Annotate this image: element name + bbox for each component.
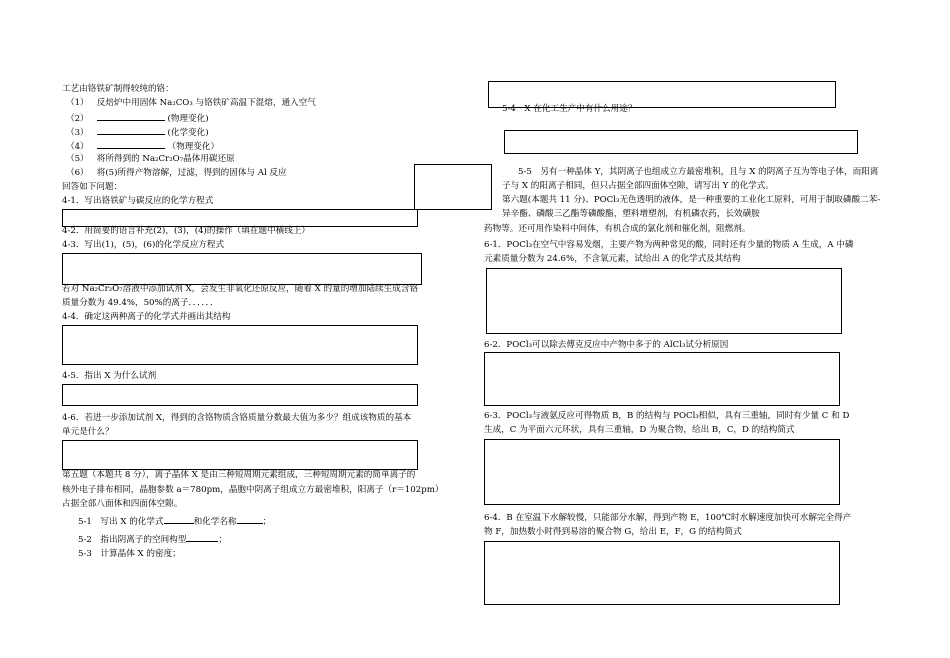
step-2: [66, 112, 209, 125]
q5-5-line-2: 子与 X 的阳离子相同，但只占据全部四面体空隙，请写出 Y 的化学式。: [502, 181, 774, 191]
answer-box-side[interactable]: [414, 164, 492, 210]
step-number: （4）: [66, 142, 89, 152]
q5-1-text: 5-1 写出 X 的化学式: [78, 517, 164, 527]
step-2-blank[interactable]: [97, 112, 165, 121]
step-number: （5）: [66, 154, 89, 164]
step-3-blank[interactable]: [97, 126, 165, 135]
question-6-3-line-2: 生成，C 为平面六元环状，具有三重轴，D 为聚合物，给出 B，C，D 的结构简式: [484, 425, 795, 435]
question-4-2: 4-2．用简要的语言补充(2)，(3)，(4)的操作（填在题中横线上）: [62, 226, 311, 236]
step-number: （3）: [66, 128, 89, 138]
answer-box-6-2[interactable]: [484, 352, 840, 406]
question-4-4: 4-4．确定这两种离子的化学式并画出其结构: [62, 312, 231, 322]
q5-1-text-2: 和化学名称: [193, 517, 237, 527]
question-4-6-line-2: 单元是什么？: [62, 427, 114, 437]
step-4-blank[interactable]: [97, 140, 165, 149]
step-text: 将所得到的 Na₂Cr₂O₇晶体用碳还原: [96, 154, 235, 164]
answer-prompt: 回答如下问题：: [62, 182, 123, 192]
question-4-6-line-1: 4-6．若进一步添加试剂 X，得到的含铬物质含铬质量分数最大值为多少？组成该物质的基本: [62, 413, 412, 423]
question-6-4-line-2: 物 F，加热数小时得到易溶的聚合物 G，给出 E，F，G 的结构简式: [484, 527, 742, 537]
answer-box-6-4[interactable]: [484, 541, 840, 605]
question-6-2: 6-2．POCl₃可以除去傅克反应中产物中多于的 AlCl₃试分析原因: [484, 340, 729, 350]
q5-intro-line-3: 占据全部八面体和四面体空隙。: [62, 499, 183, 509]
answer-box-4-1[interactable]: [62, 209, 418, 227]
question-6-1-line-2: 元素质量分数为 24.6%，不含氧元素，试给出 A 的化学式及其结构: [484, 254, 741, 264]
q5-2-text: 5-2 指出阴离子的空间构型: [78, 535, 187, 545]
q5-intro-line-2: 核外电子排布相同，晶胞参数 a＝780pm，晶胞中阴离子组成立方最密堆积，阳离子（r＝102pm）: [62, 485, 444, 495]
question-6-1-line-1: 6-1．POCl₃在空气中容易发烟，主要产物为两种常见的酸，同时还有少量的物质 A 生成，A 中磷: [484, 240, 854, 250]
step-number: （1）: [66, 98, 89, 108]
name-blank[interactable]: [237, 515, 263, 524]
question-4-1: 4-1．写出铬铁矿与碳反应的化学方程式: [62, 196, 214, 206]
question-5-4: 5-4 X 在化工生产中有什么用途？: [502, 104, 637, 114]
step-3: [66, 126, 209, 139]
step-1: [66, 98, 316, 109]
q5-1-end: ；: [262, 517, 272, 527]
answer-box-4-4[interactable]: [62, 325, 418, 365]
shape-blank[interactable]: [186, 533, 218, 542]
answer-box-6-3[interactable]: [484, 439, 840, 505]
step-number: （2）: [66, 114, 89, 124]
question-5-2: [78, 533, 227, 546]
step-6: [66, 168, 287, 179]
formula-blank[interactable]: [164, 515, 194, 524]
q6-intro-line-2: 异辛酯、磷酸三乙酯等磷酸酯，塑料增塑剂，有机磷农药，长效磺胺: [502, 209, 760, 219]
answer-box-6-1[interactable]: [486, 268, 842, 334]
answer-box-4-5[interactable]: [62, 384, 418, 406]
step-5: [66, 154, 235, 165]
question-6-3-line-1: 6-3．POCl₃与液氨反应可得物质 B，B 的结构与 POCl₃相似，具有三重轴，同时有少量 C 和 D: [484, 411, 850, 421]
question-5-3: 5-3 计算晶体 X 的密度；: [78, 549, 181, 559]
answer-box-4-3[interactable]: [62, 253, 422, 285]
step-number: （6）: [66, 168, 89, 178]
q6-intro-line-3: 药物等。还可用作染料中间体，有机合成的氯化剂和催化剂，阻燃剂。: [484, 224, 751, 234]
step-text: 将(5)所得产物溶解，过滤，得到的固体与 Al 反应: [96, 168, 287, 178]
intro-text: 工艺由铬铁矿制得较纯的铬：: [62, 84, 174, 94]
question-6-4-line-1: 6-4．B 在室温下水解较慢，只能部分水解，得到产物 E，100℃时水解速度加快可水解完全得产: [484, 513, 852, 523]
step-text: 反焙炉中用固体 Na₂CO₃ 与铬铁矿高温下混熔，通入空气: [96, 98, 316, 108]
q5-5-line-1: 5-5 另有一种晶体 Y，其阴离子也组成立方最密堆积，且与 X 的阴离子互为等电子体，而阳离: [518, 167, 879, 177]
answer-box-4-6[interactable]: [62, 440, 418, 470]
step-suffix: (化学变化): [167, 128, 209, 138]
question-5-1: [78, 515, 271, 528]
q5-intro-line-1: 第五题（本题共 8 分），离子晶体 X 是由三种短周期元素组成，三种短周期元素的简单离子的: [62, 470, 416, 480]
question-4-5: 4-5．指出 X 为什么试剂: [62, 371, 157, 381]
paragraph-x-line-2: 质量分数为 49.4%，50%的离子．．．．．．: [62, 298, 219, 308]
step-suffix: （物理变化）: [167, 142, 220, 152]
question-4-3: 4-3．写出(1)，(5)，(6)的化学反应方程式: [62, 240, 225, 250]
q5-2-end: ；: [218, 535, 227, 545]
answer-box-5-4[interactable]: [504, 130, 858, 154]
step-4: [66, 140, 219, 153]
q6-intro-line-1: 第六题(本题共 11 分)、POCl₃无色透明的液体，是一种重要的工业化工原料，可用于制取磷酸二苯-: [502, 195, 881, 205]
paragraph-x-line-1: 若对 Na₂Cr₂O₇溶液中添加试剂 X，会发生非氧化还原反应，随着 X 的量的增加陆续生成含铬: [62, 284, 419, 294]
step-suffix: (物理变化): [167, 114, 209, 124]
